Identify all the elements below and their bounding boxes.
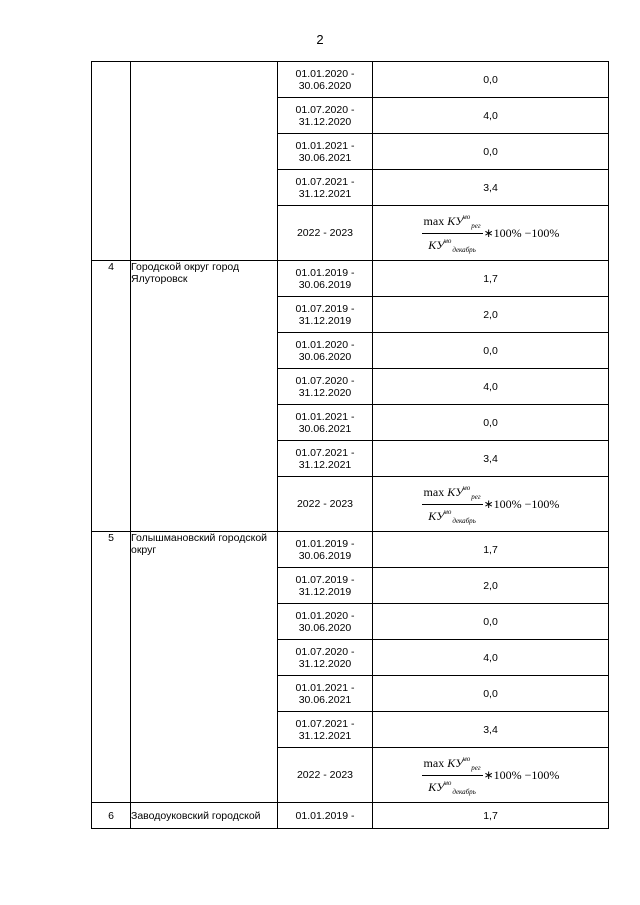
formula: $\frac{\max KУ^{мо}_{рег}}{KУ^{мо}_{декабрь}}$ ∗100% −100% bbox=[423, 212, 560, 254]
table-row bbox=[92, 62, 609, 98]
row-number: 4 bbox=[92, 261, 131, 532]
period-cell: 01.01.2020 - 30.06.2020 bbox=[278, 604, 373, 640]
period-cell: 01.07.2019 - 31.12.2019 bbox=[278, 297, 373, 333]
period-cell: 2022 - 2023 bbox=[278, 206, 373, 261]
period-cell: 01.07.2021 - 31.12.2021 bbox=[278, 170, 373, 206]
value-cell: 0,0 bbox=[373, 333, 609, 369]
table-row bbox=[92, 261, 609, 297]
formula-cell bbox=[373, 748, 609, 803]
period-cell: 01.01.2021 - 30.06.2021 bbox=[278, 676, 373, 712]
municipality-name: Голышмановский городской округ bbox=[131, 532, 278, 803]
period-cell: 01.01.2021 - 30.06.2021 bbox=[278, 405, 373, 441]
period-cell: 2022 - 2023 bbox=[278, 748, 373, 803]
table-row bbox=[92, 803, 609, 829]
value-cell: 4,0 bbox=[373, 98, 609, 134]
period-cell: 01.01.2020 - 30.06.2020 bbox=[278, 62, 373, 98]
value-cell: 0,0 bbox=[373, 405, 609, 441]
period-cell: 01.01.2021 - 30.06.2021 bbox=[278, 134, 373, 170]
value-cell: 3,4 bbox=[373, 441, 609, 477]
value-cell: 2,0 bbox=[373, 568, 609, 604]
value-cell: 1,7 bbox=[373, 803, 609, 829]
row-number bbox=[92, 62, 131, 261]
period-cell: 01.01.2019 - 30.06.2019 bbox=[278, 532, 373, 568]
period-cell: 01.07.2020 - 31.12.2020 bbox=[278, 640, 373, 676]
period-cell: 01.01.2020 - 30.06.2020 bbox=[278, 333, 373, 369]
value-cell: 0,0 bbox=[373, 676, 609, 712]
period-cell: 01.07.2020 - 31.12.2020 bbox=[278, 98, 373, 134]
value-cell: 1,7 bbox=[373, 532, 609, 568]
value-cell: 3,4 bbox=[373, 170, 609, 206]
value-cell: 0,0 bbox=[373, 604, 609, 640]
value-cell: 3,4 bbox=[373, 712, 609, 748]
value-cell: 4,0 bbox=[373, 369, 609, 405]
period-cell: 01.07.2020 - 31.12.2020 bbox=[278, 369, 373, 405]
period-cell: 01.07.2021 - 31.12.2021 bbox=[278, 441, 373, 477]
row-number: 6 bbox=[92, 803, 131, 829]
value-cell: 2,0 bbox=[373, 297, 609, 333]
formula-cell bbox=[373, 206, 609, 261]
period-cell: 2022 - 2023 bbox=[278, 477, 373, 532]
period-cell: 01.01.2019 - bbox=[278, 803, 373, 829]
value-cell: 0,0 bbox=[373, 62, 609, 98]
value-cell: 1,7 bbox=[373, 261, 609, 297]
indices-table bbox=[91, 61, 609, 829]
table-row bbox=[92, 532, 609, 568]
formula-cell bbox=[373, 477, 609, 532]
value-cell: 4,0 bbox=[373, 640, 609, 676]
municipality-name: Городской округ город Ялуторовск bbox=[131, 261, 278, 532]
period-cell: 01.01.2019 - 30.06.2019 bbox=[278, 261, 373, 297]
municipality-name: Заводоуковский городской bbox=[131, 803, 278, 829]
page-number: 2 bbox=[316, 32, 324, 47]
row-number: 5 bbox=[92, 532, 131, 803]
formula: $\frac{\max KУ^{мо}_{рег}}{KУ^{мо}_{декабрь}}$ ∗100% −100% bbox=[423, 483, 560, 525]
municipality-name bbox=[131, 62, 278, 261]
period-cell: 01.07.2021 - 31.12.2021 bbox=[278, 712, 373, 748]
formula: $\frac{\max KУ^{мо}_{рег}}{KУ^{мо}_{декабрь}}$ ∗100% −100% bbox=[423, 754, 560, 796]
value-cell: 0,0 bbox=[373, 134, 609, 170]
period-cell: 01.07.2019 - 31.12.2019 bbox=[278, 568, 373, 604]
